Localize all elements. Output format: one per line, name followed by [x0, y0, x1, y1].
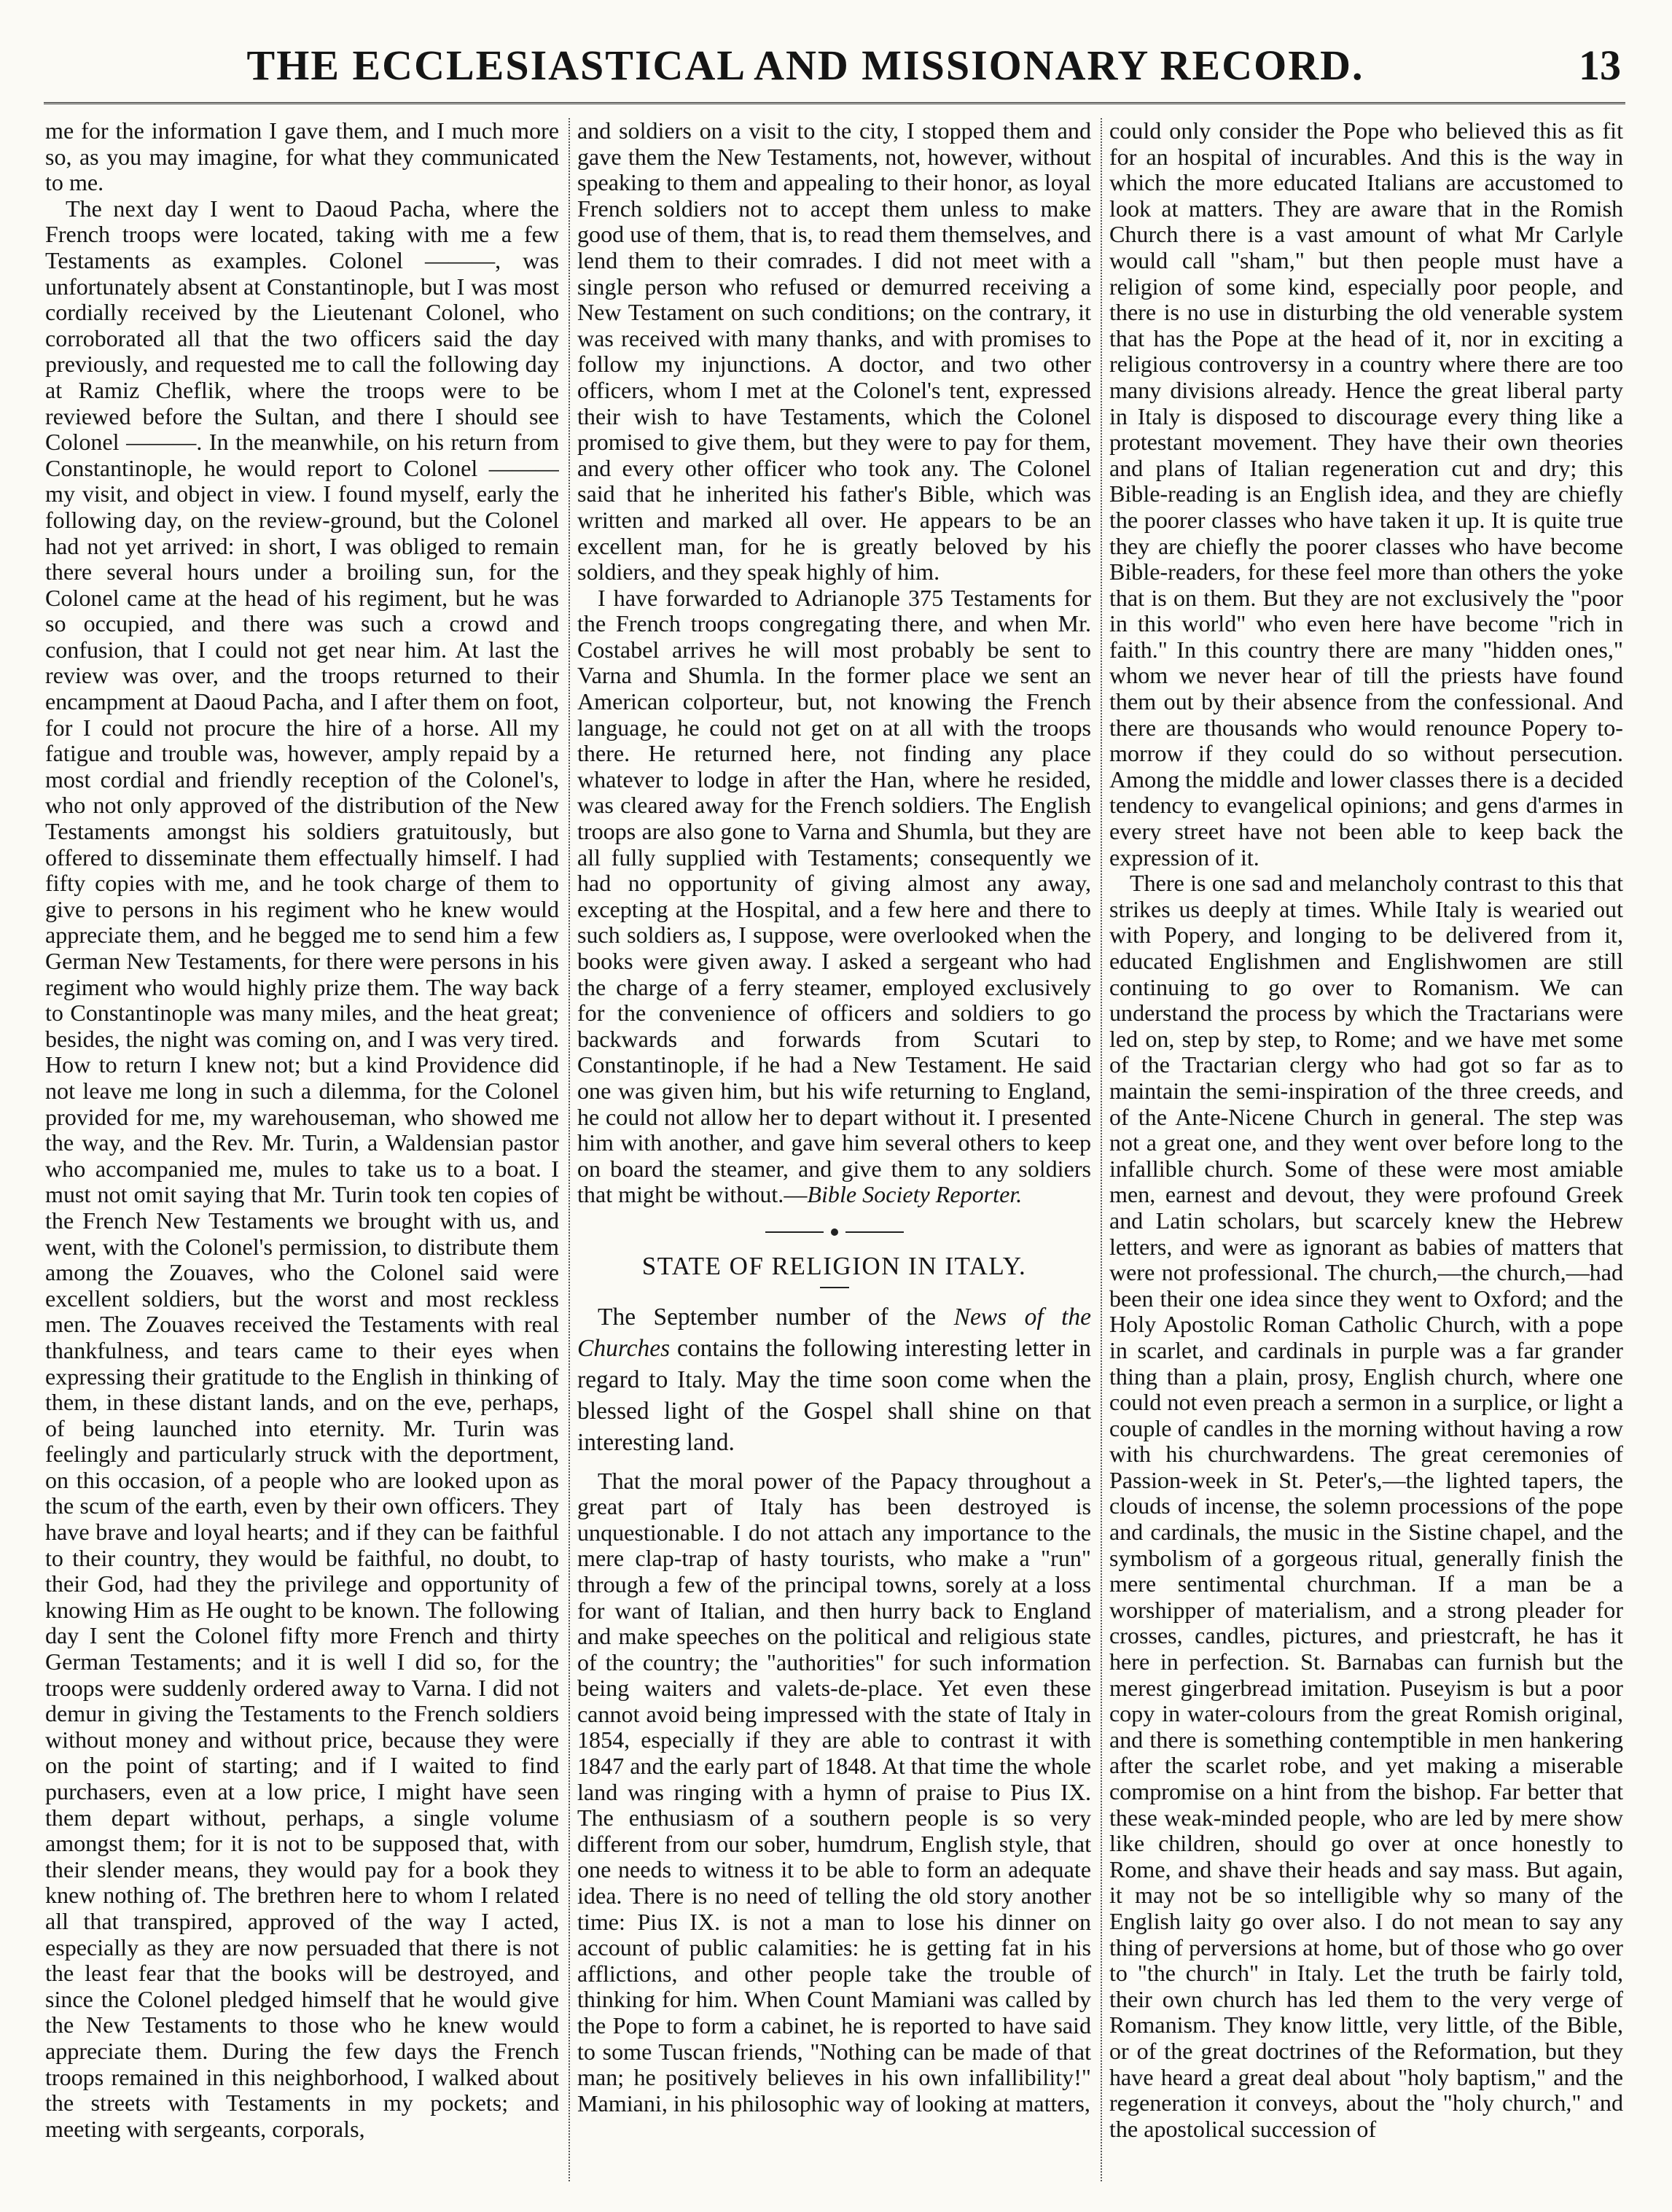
- paragraph: That the moral power of the Papacy throughout a great part of Italy has been destroyed is unquestionable. I do not attach any importance to the mere clap-trap of hasty tourists, who make a "run" through a few of the principal towns, sorely at a loss for want of Italian, and then hurry back to England and make speeches on the political and religious state of the country; the "authorities" for such information being waiters and valets-de-place. Yet even these cannot avoid being impressed with the state of Italy in 1854, especially if they are able to contrast it with 1847 and the early part of 1848. At that time the whole land was ringing with a hymn of praise to Pius IX. The enthusiasm of a southern people is so very different from our sober, humdrum, English style, that one needs to witness it to be able to form an adequate idea. There is no need of telling the old story another time: Pius IX. is not a man to lose his dinner on account of public calamities: he is getting fat in his afflictions, and other people take the trouble of thinking for him. When Count Mamiani was called by the Pope to form a cabinet, he is reported to have said to some Tuscan friends, "Nothing can be made of that man; he positively believes in his own infallibility!" Mamiani, in his philosophic way of looking at matters,: [577, 1467, 1091, 2116]
- title-rule: [820, 1287, 849, 1288]
- column-divider: [569, 118, 570, 2181]
- paragraph: The next day I went to Daoud Pacha, where the French troops were located, taking with me a few Testaments as examples. Colonel ———, was unfortunately absent at Constantinople, but I was most cordially received by the Lieutenant Colonel, who corroborated all that the two officers said the day previously, and requested me to call the following day at Ramiz Cheflik, where the troops were to be reviewed before the Sultan, and there I should see Colonel ———. In the meanwhile, on his return from Constantinople, he would report to Colonel ——— my visit, and object in view. I found myself, early the following day, on the review-ground, but the Colonel had not yet arrived: in short, I was obliged to remain there several hours under a broiling sun, for the Colonel came at the head of his regiment, but he was so occupied, and there was such a crowd and confusion, that I could not get near him. At last the review was over, and the troops returned to their encampment at Daoud Pacha, and I after them on foot, for I could not procure the hire of a horse. All my fatigue and trouble was, however, amply repaid by a most cordial and friendly reception of the Colonel's, who not only approved of the distribution of the New Testaments amongst his soldiers gratuitously, but offered to disseminate them effectually himself. I had fifty copies with me, and he took charge of them to give to persons in his regiment who he knew would appreciate them, and he begged me to send him a few German New Testaments, for there were persons in his regiment who would highly prize them. The way back to Constantinople was many miles, and the heat great; besides, the night was coming on, and I was very tired. How to return I knew not; but a kind Providence did not leave me long in such a dilemma, for the Colonel provided for me, my warehouseman, who showed me the way, and the Rev. Mr. Turin, a Waldensian pastor who accompanied me, mules to take us to a boat. I must not omit saying that Mr. Turin took ten copies of the French New Testaments we brought with us, and went, with the Colonel's permission, to distribute them among the Zouaves, who the Colonel said were excellent soldiers, but the worst and most reckless men. The Zouaves received the Testaments with real thankfulness, and tears came to their eyes when expressing their gratitude to the English in thinking of them, in these distant lands, and on the eve, perhaps, of being launched into eternity. Mr. Turin was feelingly and particularly struck with the deportment, on this occasion, of a people who are looked upon as the scum of the earth, even by their own officers. They have brave and loyal hearts; and if they can be faithful to their country, they would be faithful, no doubt, to their God, had they the privilege and opportunity of knowing Him as He ought to be known. The following day I sent the Colonel fifty more French and thirty German Testaments; and it is well I did so, for the troops were suddenly ordered away to Varna. I did not demur in giving the Testaments to the French soldiers without money and without price, because they were on the point of starting; and if I waited to find purchasers, even at a low price, I might have seen them depart without, perhaps, a single volume amongst them; for it is not to be supposed that, with their slender means, they would pay for a book they knew nothing of. The brethren here to whom I related all that transpired, approved of the way I acted, especially as they are now persuaded that there is not the least fear that the books will be destroyed, and since the Colonel pledged himself that he would give the New Testaments to those who he knew would appreciate them. During the few days the French troops remained in this neighborhood, I walked about the streets with Testaments in my pockets; and meeting with sergeants, corporals,: [45, 195, 559, 2142]
- paragraph: me for the information I gave them, and I much more so, as you may imagine, for what they communicated to me.: [45, 118, 559, 196]
- page-header: [44, 29, 1625, 109]
- column-1: [45, 118, 559, 2181]
- page-number: 13: [1579, 42, 1621, 89]
- attribution: Bible Society Reporter.: [807, 1181, 1023, 1208]
- column-divider: [1101, 118, 1102, 2181]
- intro-text: The September number of the: [598, 1303, 954, 1331]
- intro-text: contains the following interesting letter in regard to Italy. May the time soon come when the blessed light of the Gospel shall shine on that interesting land.: [577, 1334, 1091, 1456]
- column-2: [577, 118, 1091, 2181]
- header-rule: [44, 102, 1625, 104]
- section-title: STATE OF RELIGION IN ITALY.: [641, 1251, 1027, 1280]
- paragraph: [577, 585, 1091, 1208]
- paragraph: could only consider the Pope who believed this as fit for an hospital of incurables. And this is the way in which the more educated Italians are accustomed to look at matters. They are aware that in the Romish Church there is a vast amount of what Mr Carlyle would call "sham," but then people must have a religion of some kind, especially poor people, and there is no use in disturbing the old venerable system that has the Pope at the head of it, nor in exciting a religious controversy in a country where there are too many divisions already. Hence the great liberal party in Italy is disposed to discourage every thing like a protestant movement. They have their own theories and plans of Italian regeneration cut and dry; this Bible-reading is an English idea, and they are chiefly the poorer classes who have taken it up. It is quite true they are chiefly the poorer classes who have become Bible-readers, for these feel more than others the yoke that is on them. But they are not exclusively the "poor in this world" who even here have become "rich in faith." In this country there are many "hidden ones," whom we never hear of till the priests have found them out by their absence from the confessional. And there are thousands who would renounce Popery to-morrow if they could do so without persecution. Among the middle and lower classes there is a decided tendency to evangelical opinions; and gens d'armes in every street have not been able to keep back the expression of it.: [1109, 118, 1623, 871]
- paragraph: There is one sad and melancholy contrast to this that strikes us deeply at times. While Italy is wearied out with Popery, and longing to be delivered from it, educated Englishmen and Englishwomen are still continuing to go over to Romanism. We can understand the process by which the Tractarians were led on, step by step, to Rome; and we have met some of the Tractarian clergy who had got so far as to maintain the semi-inspiration of the three creeds, and of the Ante-Nicene Church in general. The step was not a great one, and they went over before long to the infallible church. Some of these were most amiable men, earnest and devout, they were profound Greek and Latin scholars, but scarcely knew the Hebrew letters, and were as ignorant as babies of matters that were not professional. The church,—the church,—had been their one idea since they went to Oxford; and the Holy Apostolic Roman Catholic Church, with a pope in scarlet, and cardinals in purple was a far grander thing than a plain, prosy, English church, where one could not even preach a sermon in a surplice, or light a couple of candles in the morning without having a row with his churchwardens. The great ceremonies of Passion-week in St. Peter's,—the lighted tapers, the clouds of incense, the solemn processions of the pope and cardinals, the music in the Sistine chapel, and the symbolism of a gorgeous ritual, generally finish the mere sentimental churchman. If a man be a worshipper of materialism, and a strong pleader for crosses, candles, pictures, and priestcraft, he has it here in perfection. St. Barnabas can furnish but the merest gingerbread imitation. Puseyism is but a poor copy in water-colours from the great Romish original, and there is something contemptible in men hankering after the scarlet robe, and yet making a miserable compromise on a hint from the bishop. Far better that these weak-minded people, who are led by mere show like children, should go over at once honestly to Rome, and shave their heads and say mass. But again, it may not be so intelligible why so many of the English laity go over also. I do not mean to say any thing of perversions at home, but of those who go over to "the church" in Italy. Let the truth be fairly told, their own church has led them to the very verge of Romanism. They know little, very little, of the Bible, or of the great doctrines of the Reformation, but they have heard a great deal about "holy baptism," and the regeneration it conveys, about the "holy church," and the apostolical succession of: [1109, 870, 1623, 2142]
- section-separator-ornament: [765, 1227, 904, 1237]
- paragraph-text: I have forwarded to Adrianople 375 Testaments for the French troops congregating there, and when Mr. Costabel arrives he will most probably be sent to Varna and Shumla. In the former place we sent an American colporteur, but, not knowing the French language, he could not get on at all with the troops there. He returned here, not finding any place whatever to lodge in after the Han, where he resided, was cleared away for the French soldiers. The English troops are also gone to Varna and Shumla, but they are all fully supplied with Testaments; consequently we had no opportunity of giving almost any away, excepting at the Hospital, and a few here and there to such soldiers as, I suppose, were overlooked when the books were given away. I asked a sergeant who had the charge of a ferry steamer, employed exclusively for the convenience of officers and soldiers to go backwards and forwards from Scutari to Constantinople, if he had a New Testament. He said one was given him, but his wife returning to England, he could not allow her to depart without it. I presented him with another, and gave him several others to keep on board the steamer, and give them to any soldiers that might be without.—: [577, 584, 1091, 1208]
- publication-name: News of the Churches: [577, 1303, 1091, 1362]
- intro-paragraph: [577, 1301, 1091, 1458]
- paragraph: and soldiers on a visit to the city, I stopped them and gave them the New Testaments, not, however, without speaking to them and appealing to their honor, as loyal French soldiers not to accept them unless to make good use of them, that is, to read them themselves, and lend them to their comrades. I did not meet with a single person who refused or demurred receiving a New Testament on such conditions; on the contrary, it was received with many thanks, and with promises to follow my injunctions. A doctor, and two other officers, whom I met at the Colonel's tent, expressed their wish to have Testaments, which the Colonel promised to give them, but they were to pay for them, and every other officer who took any. The Colonel said that he inherited his father's Bible, which was written and marked all over. He appears to be an excellent man, for he is greatly beloved by his soldiers, and they speak highly of him.: [577, 118, 1091, 585]
- column-3: [1109, 118, 1623, 2181]
- running-title: THE ECCLESIASTICAL AND MISSIONARY RECORD.: [246, 42, 1364, 89]
